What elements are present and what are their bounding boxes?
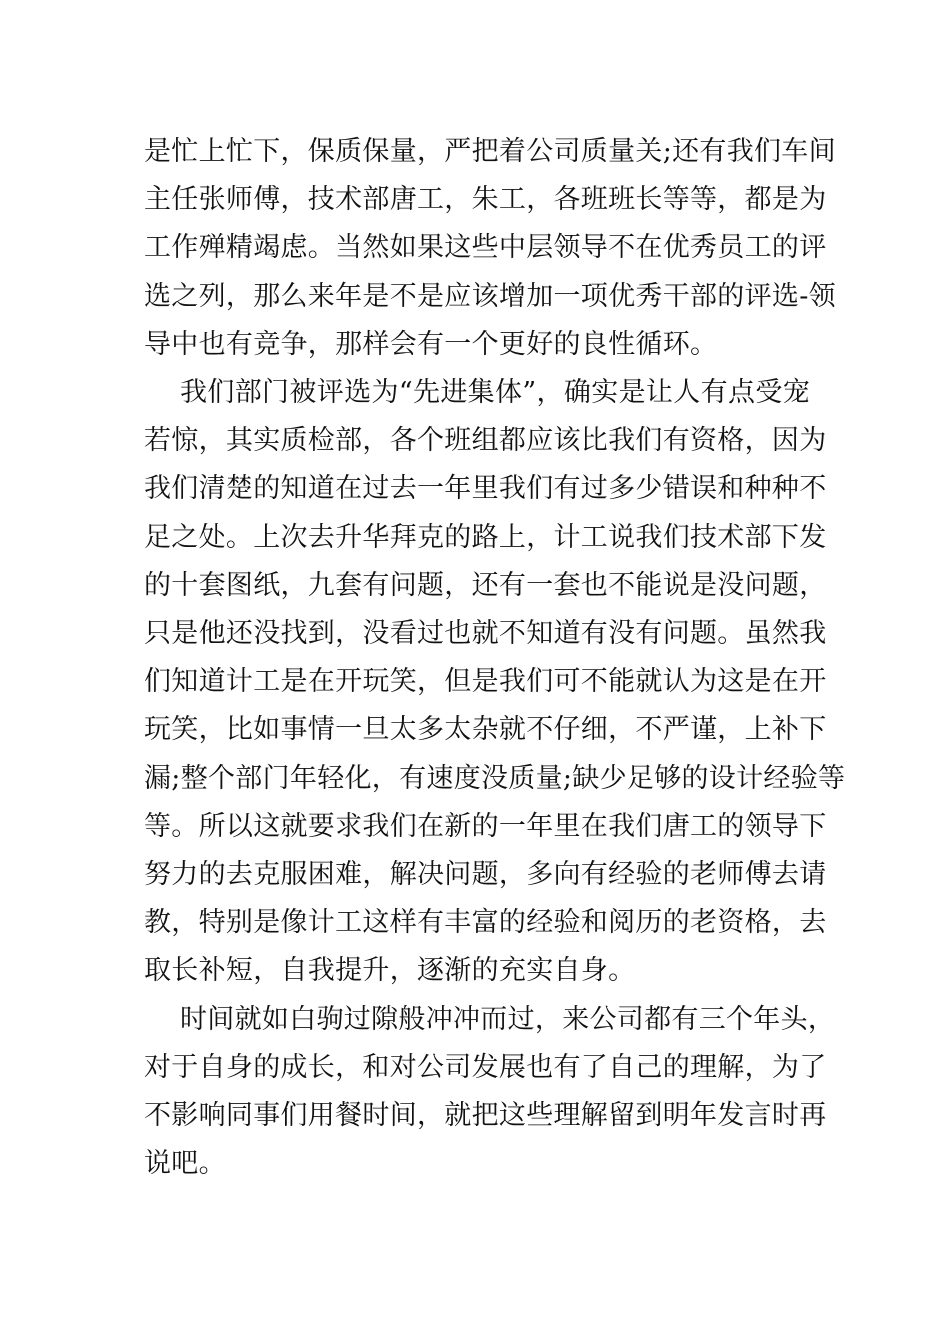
text-line: 努力的去克服困难，解决问题，多向有经验的老师傅去请 — [144, 859, 827, 891]
text-line: 们知道计工是在开玩笑，但是我们可不能就认为这是在开 — [144, 666, 827, 698]
text-line: 主任张师傅，技术部唐工，朱工，各班班长等等，都是为 — [144, 184, 827, 216]
document-body — [144, 128, 846, 1188]
text-line: 对于自身的成长，和对公司发展也有了自己的理解，为了 — [144, 1051, 827, 1083]
paragraph-2 — [144, 369, 846, 996]
text-line: 是忙上忙下，保质保量，严把着公司质量关;还有我们车间 — [144, 136, 836, 167]
paragraph-1 — [144, 128, 836, 369]
text-line: 只是他还没找到，没看过也就不知道有没有问题。虽然我 — [144, 618, 827, 650]
text-line: 我们清楚的知道在过去一年里我们有过多少错误和种种不 — [144, 473, 827, 505]
text-line: 说吧。 — [144, 1148, 226, 1180]
text-line: 等。所以这就要求我们在新的一年里在我们唐工的领导下 — [144, 810, 827, 842]
text-line: 导中也有竞争，那样会有一个更好的良性循环。 — [144, 328, 718, 360]
text-line: 我们部门被评选为“先进集体”，确实是让人有点受宠 — [180, 377, 810, 409]
text-line: 的十套图纸，九套有问题，还有一套也不能说是没问题， — [144, 569, 827, 601]
text-line: 若惊，其实质检部，各个班组都应该比我们有资格，因为 — [144, 425, 827, 457]
text-line: 工作殚精竭虑。当然如果这些中层领导不在优秀员工的评 — [144, 232, 827, 264]
text-line: 不影响同事们用餐时间，就把这些理解留到明年发言时再 — [144, 1100, 827, 1132]
text-line: 选之列，那么来年是不是应该增加一项优秀干部的评选-领 — [144, 280, 836, 312]
text-line: 教，特别是像计工这样有丰富的经验和阅历的老资格，去 — [144, 907, 827, 939]
text-line: 时间就如白驹过隙般冲冲而过，来公司都有三个年头， — [180, 1003, 836, 1035]
text-line: 足之处。上次去升华拜克的路上，计工说我们技术部下发 — [144, 521, 827, 553]
text-line: 玩笑，比如事情一旦太多太杂就不仔细，不严谨，上补下 — [144, 714, 827, 746]
paragraph-3 — [144, 996, 836, 1189]
text-line: 漏;整个部门年轻化，有速度没质量;缺少足够的设计经验等 — [144, 762, 846, 794]
text-line: 取长补短，自我提升，逐渐的充实自身。 — [144, 955, 636, 987]
